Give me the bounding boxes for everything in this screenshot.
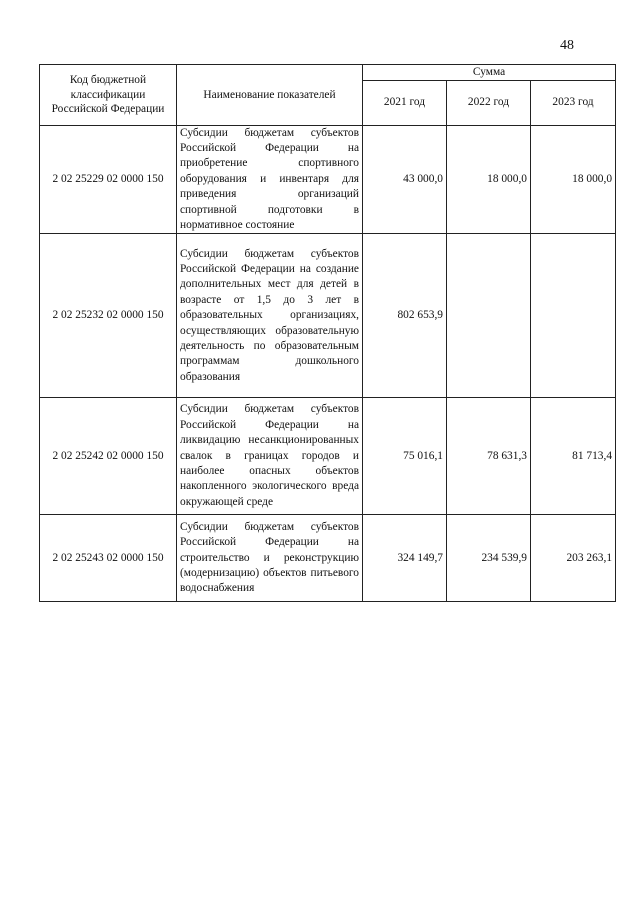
row-value-2022: [447, 234, 531, 398]
page-number: 48: [560, 38, 574, 53]
row-value-2023: 81 713,4: [531, 398, 616, 515]
row-value-2021: 43 000,0: [363, 125, 447, 234]
table-row: [40, 125, 616, 234]
row-value-2023: [531, 234, 616, 398]
header-year-2022: 2022 год: [447, 80, 531, 125]
row-value-2021: 75 016,1: [363, 398, 447, 515]
header-year-2021: 2021 год: [363, 80, 447, 125]
header-name: Наименование показателей: [177, 65, 363, 126]
budget-table: [39, 64, 616, 602]
header-code: Код бюджетной классификации Российской Федерации: [40, 65, 177, 126]
table-row: [40, 234, 616, 398]
row-code: 2 02 25242 02 0000 150: [40, 398, 177, 515]
row-name: Субсидии бюджетам субъектов Российской Федерации на приобретение спортивного оборудования и инвентаря для приведения организаций спортивной подготовки в нормативное состояние: [177, 125, 363, 234]
row-value-2022: 18 000,0: [447, 125, 531, 234]
row-code: 2 02 25232 02 0000 150: [40, 234, 177, 398]
header-year-2023: 2023 год: [531, 80, 616, 125]
table-row: [40, 515, 616, 602]
header-sum: Сумма: [363, 65, 616, 81]
row-name: Субсидии бюджетам субъектов Российской Федерации на ликвидацию несанкционированных свалок в границах городов и наиболее опасных объектов накопленного экологического вреда окружающей среде: [177, 398, 363, 515]
table-row: [40, 398, 616, 515]
row-code: 2 02 25229 02 0000 150: [40, 125, 177, 234]
row-value-2021: 324 149,7: [363, 515, 447, 602]
row-value-2023: 18 000,0: [531, 125, 616, 234]
row-value-2022: 78 631,3: [447, 398, 531, 515]
row-value-2022: 234 539,9: [447, 515, 531, 602]
table-header: [40, 65, 616, 126]
row-value-2023: 203 263,1: [531, 515, 616, 602]
row-name: Субсидии бюджетам субъектов Российской Федерации на создание дополнительных мест для детей в возрасте от 1,5 до 3 лет в образовательных организациях, осуществляющих образовательную деятельность по образовательным программам дошкольного образования: [177, 234, 363, 398]
row-code: 2 02 25243 02 0000 150: [40, 515, 177, 602]
row-value-2021: 802 653,9: [363, 234, 447, 398]
row-name: Субсидии бюджетам субъектов Российской Федерации на строительство и реконструкцию (модернизацию) объектов питьевого водоснабжения: [177, 515, 363, 602]
